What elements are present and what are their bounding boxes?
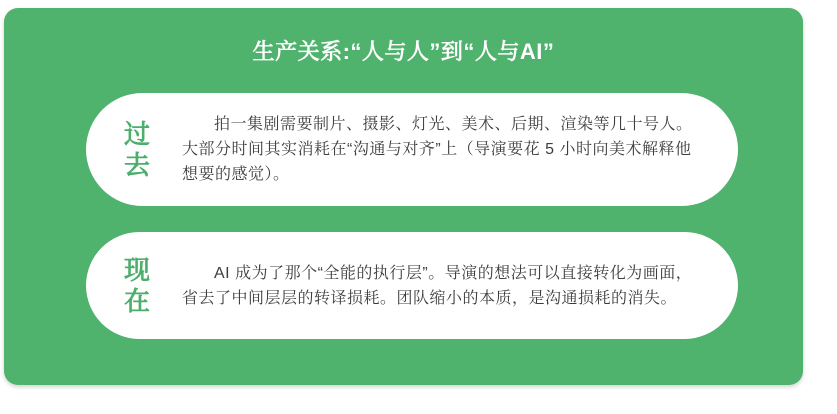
green-panel [4,8,803,385]
row-past-label: 过去 [124,119,153,180]
row-past-text: 拍一集剧需要制片、摄影、灯光、美术、后期、渲染等几十号人。大部分时间其实消耗在“沟通与对齐”上（导演要花 5 小时向美术解释他想要的感觉）。 [182,116,693,183]
row-now-label: 现在 [124,255,153,316]
panel-title: 生产关系:“人与人”到“人与AI” [252,39,555,64]
row-past [86,93,738,206]
row-now [86,232,738,339]
row-now-text: AI 成为了那个“全能的执行层”。导演的想法可以直接转化为画面，省去了中间层层的转译损耗。团队缩小的本质，是沟通损耗的消失。 [182,264,693,307]
